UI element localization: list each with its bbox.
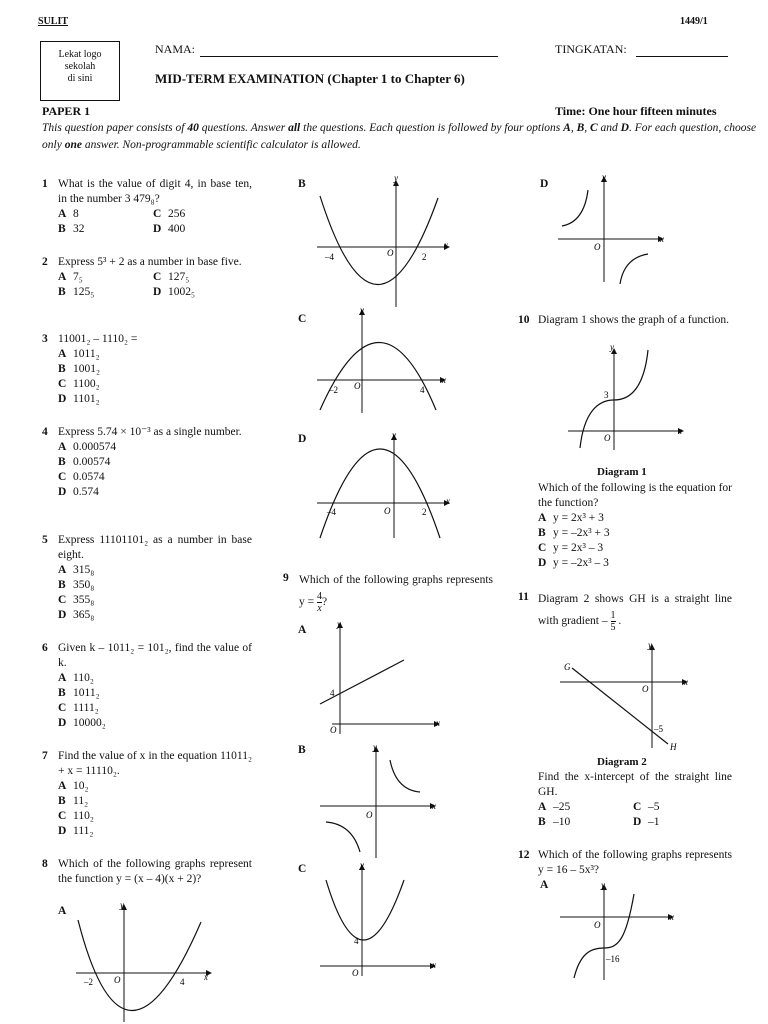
svg-text:O: O: [604, 433, 611, 443]
graph-q9-b: [312, 740, 452, 860]
svg-text:O: O: [594, 242, 601, 252]
svg-text:–4: –4: [325, 252, 334, 262]
svg-text:x: x: [432, 960, 436, 970]
origin-label: O: [114, 975, 121, 985]
svg-text:y: y: [373, 742, 377, 752]
tick-label: –2: [84, 977, 93, 987]
parabola-curve: [326, 880, 404, 940]
question-7: [42, 749, 252, 839]
option-a-label[interactable]: A: [298, 624, 307, 636]
option-b[interactable]: B 11₂: [58, 794, 89, 807]
name-label: NAMA:: [155, 42, 196, 56]
question-text: Express 5.74 × 10⁻³ as a single number.: [58, 426, 242, 438]
svg-text:O: O: [594, 920, 601, 930]
option-d[interactable]: D 10000₂: [58, 716, 106, 729]
question-number: 10: [518, 314, 530, 326]
question-text: Find the x-intercept of the straight line GH.: [538, 771, 732, 798]
graph-q9-d: [554, 172, 674, 292]
diagram-caption: Diagram 1: [597, 466, 647, 478]
option-c-label[interactable]: C: [298, 863, 307, 875]
diagram-1-graph: [558, 342, 698, 452]
svg-text:4: 4: [330, 688, 335, 698]
parabola-curve: [320, 196, 438, 285]
option-c[interactable]: C –5: [633, 800, 660, 813]
logo-line: sekolah: [64, 61, 96, 72]
diagram-2-graph: [556, 640, 696, 754]
options: [58, 207, 252, 237]
logo-line: Lekat logo: [58, 49, 102, 60]
y-label: y: [120, 900, 124, 910]
option-b[interactable]: B 125₅: [58, 285, 95, 298]
svg-text:y: y: [394, 173, 398, 183]
option-b[interactable]: B 1011₂: [58, 686, 100, 699]
question-text: Diagram 1 shows the graph of a function.: [538, 314, 729, 326]
option-a[interactable]: A 315₈: [58, 563, 95, 576]
question-8: [42, 857, 252, 887]
svg-text:x: x: [436, 718, 440, 728]
svg-text:–4: –4: [327, 507, 336, 517]
option-a[interactable]: A 7₅: [58, 270, 83, 283]
question-6: [42, 641, 252, 731]
option-c[interactable]: C 1100₂: [58, 377, 100, 390]
question-number: 6: [42, 642, 48, 654]
option-d[interactable]: D 365₈: [58, 608, 95, 621]
svg-text:–2: –2: [329, 385, 338, 395]
graph-q8-c: [312, 305, 462, 415]
graph-q8-b: [312, 172, 462, 312]
logo-placeholder: [40, 41, 120, 101]
option-b[interactable]: B 32: [58, 222, 85, 235]
question-text: Diagram 2 shows GH is a straight line with gradient – $\frac{1}{5}$ .: [538, 593, 732, 633]
svg-text:O: O: [330, 725, 337, 735]
option-a[interactable]: A 1011₂: [58, 347, 100, 360]
form-field-line[interactable]: [636, 56, 728, 57]
svg-text:G: G: [564, 662, 571, 672]
option-a[interactable]: A 0.000574: [58, 440, 117, 453]
svg-text:y: y: [360, 305, 364, 315]
option-d[interactable]: D 1101₂: [58, 392, 100, 405]
option-a-label[interactable]: A: [58, 905, 67, 917]
graph-q9-c: [312, 860, 452, 980]
option-c[interactable]: C y = 2x³ – 3: [538, 541, 604, 554]
exam-title: MID-TERM EXAMINATION (Chapter 1 to Chapter 6): [155, 71, 465, 86]
option-d[interactable]: D –1: [633, 815, 660, 828]
question-text: What is the value of digit 4, in base ten, in the number 3 479₈?: [58, 178, 252, 205]
svg-text:y: y: [360, 860, 364, 870]
svg-text:x: x: [660, 234, 664, 244]
question-number: 4: [42, 426, 48, 438]
paper-label: PAPER 1: [42, 104, 91, 118]
option-b[interactable]: B 350₈: [58, 578, 95, 591]
question-number: 7: [42, 750, 48, 762]
options: [538, 511, 732, 571]
hyperbola-branch: [390, 760, 420, 792]
hyperbola-branch: [620, 254, 648, 284]
option-a[interactable]: A 10₂: [58, 779, 89, 792]
question-text: Find the value of x in the equation 11011₂ + x = 11110₂.: [58, 750, 252, 777]
hyperbola-branch: [562, 190, 588, 226]
svg-text:x: x: [432, 801, 436, 811]
question-3: [42, 332, 252, 407]
svg-text:2: 2: [422, 252, 427, 262]
question-11: [518, 590, 732, 633]
parabola-curve: [320, 343, 436, 411]
tick-label: 4: [180, 977, 185, 987]
option-b-label[interactable]: B: [298, 178, 306, 190]
option-d[interactable]: D 400: [153, 222, 186, 235]
question-text: Which of the following graphs represent the function y = (x – 4)(x + 2)?: [58, 858, 252, 885]
svg-text:y: y: [648, 640, 652, 650]
logo-line: di sini: [67, 73, 93, 84]
question-10: [518, 313, 732, 328]
svg-text:x: x: [444, 240, 448, 250]
svg-text:3: 3: [604, 390, 609, 400]
option-b[interactable]: B –10: [538, 815, 571, 828]
question-text: Express 5³ + 2 as a number in base five.: [58, 256, 242, 268]
option-d-label[interactable]: D: [540, 178, 549, 190]
option-a[interactable]: A –25: [538, 800, 571, 813]
option-c[interactable]: C 110₂: [58, 809, 94, 822]
graph-q9-a: [312, 618, 452, 738]
svg-text:y: y: [602, 172, 606, 182]
option-c[interactable]: C 1111₂: [58, 701, 99, 714]
instructions: This question paper consists of 40 questions. Answer all the questions. Each question is followed by four options A, B, C and D. For each question, choose only one answer. Non-programmable scientific calculator is allowed.: [42, 122, 757, 152]
graph-q12-a: [556, 880, 686, 990]
option-d[interactable]: D 1002₅: [153, 285, 196, 298]
question-12: [518, 848, 732, 878]
svg-text:x: x: [442, 375, 446, 385]
question-number: 12: [518, 849, 530, 861]
question-number: 3: [42, 333, 48, 345]
option-a[interactable]: A 8: [58, 207, 79, 220]
question-number: 1: [42, 178, 48, 190]
graph-q8-a: [66, 900, 216, 1024]
question-text: 11001₂ – 1110₂ =: [58, 333, 138, 345]
question-text: Given k – 1011₂ = 101₂, find the value of k.: [58, 642, 252, 669]
question-text: Express 11101101₂ as a number in base eight.: [58, 534, 252, 561]
options: [58, 347, 252, 407]
question-number: 2: [42, 256, 48, 268]
parabola-curve: [78, 920, 201, 1011]
options: [538, 800, 732, 830]
x-label: x: [204, 972, 208, 982]
option-b[interactable]: B 1001₂: [58, 362, 101, 375]
options: [58, 440, 252, 500]
option-a[interactable]: A 110₂: [58, 671, 94, 684]
option-c[interactable]: C 127₅: [153, 270, 190, 283]
svg-text:O: O: [354, 381, 361, 391]
svg-text:x: x: [684, 677, 688, 687]
option-b[interactable]: B 0.00574: [58, 455, 111, 468]
svg-text:4: 4: [354, 936, 359, 946]
options: [58, 779, 252, 839]
svg-text:–5: –5: [654, 724, 663, 734]
paper-code: 1449/1: [680, 16, 708, 27]
option-a-label[interactable]: A: [540, 879, 549, 891]
svg-text:H: H: [670, 742, 677, 752]
time-label: Time: One hour fifteen minutes: [555, 104, 717, 118]
option-c[interactable]: C 0.0574: [58, 470, 105, 483]
svg-text:x: x: [670, 912, 674, 922]
svg-text:–16: –16: [606, 954, 620, 964]
name-field-line[interactable]: [200, 56, 498, 57]
question-text: Which of the following graphs represents y = 16 – 5x³?: [538, 849, 732, 876]
diagram-caption: Diagram 2: [597, 756, 647, 768]
option-d[interactable]: D 111₂: [58, 824, 94, 837]
question-number: 11: [518, 591, 529, 603]
option-c-label[interactable]: C: [298, 313, 307, 325]
option-b[interactable]: B y = –2x³ + 3: [538, 526, 610, 539]
svg-text:O: O: [384, 506, 391, 516]
question-10-body: [518, 481, 732, 571]
question-number: 5: [42, 534, 48, 546]
question-number: 8: [42, 858, 48, 870]
svg-text:y: y: [392, 430, 396, 440]
question-4: [42, 425, 252, 500]
question-5: [42, 533, 252, 623]
question-2: [42, 255, 252, 300]
question-text: Which of the following is the equation for the function?: [538, 482, 732, 509]
option-a[interactable]: A y = 2x³ + 3: [538, 511, 604, 524]
option-c[interactable]: C 355₈: [58, 593, 95, 606]
svg-text:x: x: [446, 496, 450, 506]
option-d[interactable]: D 0.574: [58, 485, 99, 498]
svg-text:x: x: [678, 426, 682, 436]
graph-q8-d: [312, 430, 462, 540]
hyperbola-branch: [326, 822, 360, 852]
svg-text:O: O: [642, 684, 649, 694]
option-c[interactable]: C 256: [153, 207, 186, 220]
sulit-label: SULIT: [38, 16, 69, 27]
parabola-curve: [320, 449, 440, 538]
svg-text:2: 2: [422, 507, 427, 517]
svg-text:y: y: [601, 880, 605, 890]
question-9: [283, 571, 493, 614]
question-11-body: [518, 770, 732, 830]
question-number: 9: [283, 572, 289, 584]
options: [58, 270, 252, 300]
question-1: [42, 177, 252, 237]
svg-text:O: O: [387, 248, 394, 258]
option-d-label[interactable]: D: [298, 433, 307, 445]
option-d[interactable]: D y = –2x³ – 3: [538, 556, 609, 569]
svg-text:O: O: [366, 810, 373, 820]
options: [58, 671, 252, 731]
form-label: TINGKATAN:: [555, 42, 627, 56]
svg-text:O: O: [352, 968, 359, 978]
svg-text:y: y: [337, 619, 341, 629]
option-b-label[interactable]: B: [298, 744, 306, 756]
svg-text:y: y: [610, 342, 614, 352]
question-text: Which of the following graphs represents y = $\frac{4}{x}$ ?: [299, 574, 493, 614]
options: [58, 563, 252, 623]
svg-text:4: 4: [420, 385, 425, 395]
